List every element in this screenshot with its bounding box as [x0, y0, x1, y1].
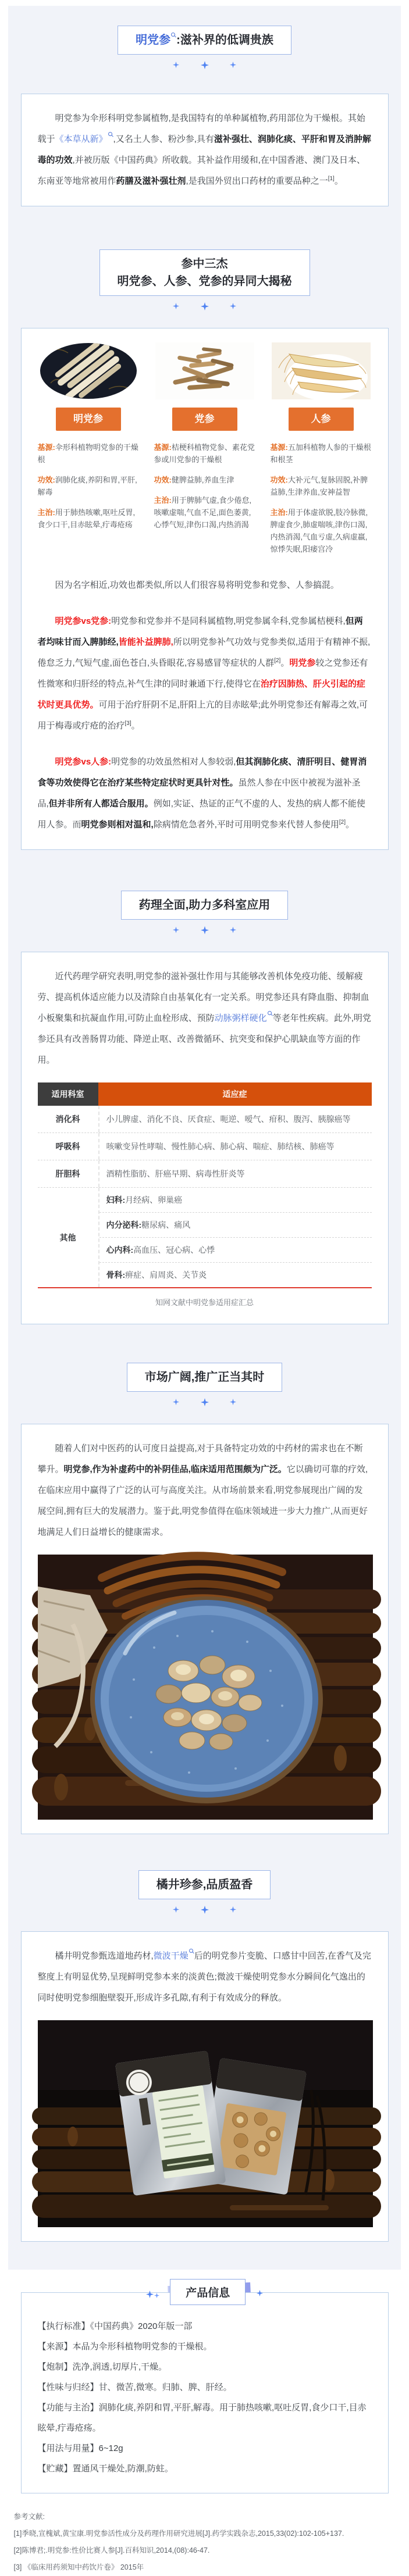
indication-cell: 咳嗽变异性哮喘、慢性肺心病、肺心病、喘症、肺结核、肺癌等 [98, 1133, 372, 1160]
dangshen-effect [154, 474, 255, 486]
section1-title-rest: :滋补界的低调贵族 [176, 34, 273, 47]
product-item [38, 2459, 372, 2479]
effect-text: 健脾益肺,养血生津 [171, 476, 234, 484]
section4-header [8, 1363, 401, 1407]
sub-label: 内分泌科: [106, 1220, 142, 1230]
vs-dangshen-paragraph [38, 611, 372, 737]
renshen-name-button[interactable]: 人参 [289, 408, 354, 431]
product-item-label: 【性味与归经】 [37, 2382, 99, 2392]
sub-text: 痹症、肩周炎、关节炎 [125, 1270, 207, 1280]
base-text: 五加科植物人参的干燥根和根茎 [270, 443, 371, 464]
table-header-indication: 适应症 [98, 1082, 372, 1106]
vs-bold: 明党参则相对温和, [81, 820, 154, 830]
product-item-value: 置通风干燥处,防潮,防蛀。 [72, 2464, 173, 2474]
product-info-box [21, 2292, 389, 2493]
vs-bold: 但并非所有人都适合服用。 [48, 799, 154, 809]
product-item-label: 【执行标准】 [37, 2321, 90, 2331]
reference-item: [1]季晓,宣槐斌,黄宝康.明党参活性成分及药理作用研究进展[J].药学实践杂志,2015,33(02):102-105+137. [13, 2529, 344, 2538]
comparison-box [21, 328, 389, 850]
sparkle-icon [230, 927, 236, 933]
department-table [38, 1082, 372, 1310]
product-item-label: 【用法与用量】 [37, 2443, 99, 2453]
citation-mark: [1] [328, 176, 335, 182]
vs-renshen-paragraph [38, 752, 372, 835]
product-item-value: 甘、微苦,微寒。归肺、脾、肝经。 [98, 2382, 232, 2392]
section2-title-line2: 明党参、人参、党参的异同大揭秘 [117, 275, 292, 288]
sparkle-icon [173, 303, 179, 309]
effect-label: 功效: [270, 476, 288, 484]
sub-row [99, 1188, 372, 1213]
table-caption: 知网文献中明党参适用症汇总 [155, 1298, 254, 1307]
confusion-paragraph: 因为名字相近,功效也都类似,所以人们很容易将明党参和党参、人参搞混。 [55, 580, 339, 590]
search-ref-icon[interactable] [108, 132, 113, 138]
pharmacology-paragraph [38, 966, 372, 1071]
product-item [38, 2398, 372, 2438]
pharm-text: 等老年性疾病。此外,明党参还具有改善肠胃功能、降逆止呕、改善微循环、抗突变和保护心肌缺血等方面的作用。 [37, 1013, 371, 1065]
dept-cell: 消化科 [55, 1114, 80, 1124]
vs-bold: 但其润肺化痰、清肝明目、健胃消食等功效使得它在治疗某些特定症状时更具针对性。 [37, 757, 367, 788]
sparkle-icon [230, 303, 236, 309]
product-item-value: 润肺化痰,养阴和胃,平肝,解毒。用于肺热咳嗽,呕吐反胃,食少口干,目赤眩晕,疔毒疮疡。 [37, 2403, 367, 2433]
intro-text: ,是我国外贸出口药材的重要品种之一 [186, 176, 328, 186]
sparkle-left [146, 2291, 162, 2300]
section1-header [8, 26, 401, 70]
sparkle-icon [201, 302, 209, 310]
reference-item: [3] 《临床用药须知中药饮片卷》 2015年 [13, 2563, 144, 2571]
other-sub-rows [98, 1188, 372, 1287]
search-ref-icon[interactable] [170, 33, 176, 39]
section5-header [8, 1870, 401, 1915]
base-label: 基源: [154, 443, 172, 452]
section3-title-badge: 药理全面,助力多科室应用 [121, 891, 289, 920]
table-header-row [38, 1082, 372, 1106]
vs-text: 虽然人参在中医中被视为滋补圣品, [37, 778, 361, 809]
citation-mark: [2] [274, 658, 281, 664]
sparkle-icon [201, 1398, 209, 1406]
product-item [38, 2357, 372, 2377]
dangshen-base [154, 441, 255, 466]
indication-text: 用于体虚欲脱,肢冷脉微,脾虚食少,肺虚喘咳,津伤口渴,内热消渴,气血亏虚,久病虚羸,惊悸失眠,阳痿宫冷 [270, 508, 368, 553]
product-item [38, 2377, 372, 2398]
base-text: 伞形科植物明党参的干燥根 [37, 443, 138, 464]
product-item [38, 2316, 372, 2336]
vs-text: 除病情危急者外,平时可用明党参来代替人参使用 [153, 820, 339, 830]
vs-text: 所以明党参补气功效与党参类似,适用于有精神不振,倦怠乏力,气短气虚,面色苍白,头昏眼花,容易感冒等症状的人群 [37, 637, 371, 668]
quality-box [21, 1931, 389, 2242]
sparkle-icon [173, 927, 179, 933]
product-item-label: 【炮制】 [37, 2362, 73, 2372]
bencao-congxin-link[interactable]: 《本草从新》 [55, 134, 108, 144]
quality-paragraph [38, 1946, 372, 2009]
table-row [38, 1160, 372, 1188]
sub-text: 高血压、冠心病、心悸 [133, 1245, 215, 1255]
dangshen-photo[interactable] [154, 342, 255, 399]
product-item-label: 【贮藏】 [37, 2464, 73, 2474]
effect-label: 功效: [37, 476, 55, 484]
market-text: 它以确切可靠的疗效,在临床应用中赢得了广泛的认可与高度关注。从市场前景来看,明党参展现出广阔的发展空间,拥有巨大的发展潜力。鉴于此,明党参值得在临床领域进一步大力推广,从而更好地满足人们日益增长的健康需求。 [37, 1464, 368, 1537]
sparkle-icon [146, 2291, 154, 2298]
product-item-value: 本品为伞形科植物明党参的干燥根。 [72, 2342, 212, 2352]
sparkle-icon [230, 1906, 236, 1913]
sparkle-icon [173, 1399, 179, 1405]
intro-box [21, 94, 389, 206]
product-item-value: 《中国药典》2020年版一部 [90, 2321, 193, 2331]
intro-bold: 药膳及滋补强壮剂 [116, 176, 186, 186]
indication-text: 用于肺热咳嗽,呕吐反胃,食少口干,目赤眩晕,疔毒疮疡 [37, 508, 136, 529]
effect-text: 大补元气,复脉固脱,补脾益肺,生津养血,安神益智 [270, 476, 368, 496]
intro-text: 。 [334, 176, 343, 186]
sparkle-icon [201, 1906, 209, 1914]
table-header-dept: 适用科室 [38, 1082, 98, 1106]
sparkle-divider [8, 1397, 401, 1407]
article-canvas [8, 6, 401, 2571]
quality-text: 后的明党参片变脆、口感甘中回苦,在香气及完整度上有明显优势,呈现鲜明党参本来的淡黄色;微波干燥使明党参水分瞬间化气逸出的同时使明党参细胞壁裂开,形成许多孔隙,有利于有效成分的释放。 [37, 1951, 371, 2003]
product-item [38, 2438, 372, 2459]
dept-cell: 肝胆科 [55, 1169, 80, 1178]
sparkle-divider [8, 60, 401, 70]
search-ref-icon[interactable] [267, 1011, 273, 1017]
section6-header [8, 2279, 401, 2305]
sub-text: 月经病、卵巢癌 [125, 1195, 183, 1205]
sparkle-icon [201, 61, 209, 69]
indication-cell: 小儿脾虚、消化不良、厌食症、呃逆、嗳气、疳积、腹泻、胰腺癌等 [98, 1106, 372, 1132]
vs-red: 治疗因肺热、肝火引起的症状时更具优势。 [37, 679, 365, 710]
renshen-base [271, 441, 372, 466]
vs-text: 明党参的功效虽然相对人参较弱, [111, 757, 236, 767]
sparkle-right [254, 2289, 262, 2299]
sub-label: 心内科: [106, 1245, 134, 1255]
product-item-label: 【功能与主治】 [37, 2403, 99, 2413]
product-info-badge: 产品信息 [170, 2279, 246, 2305]
sub-row [99, 1213, 372, 1238]
indication-label: 主治: [154, 496, 172, 505]
sparkle-divider [8, 1905, 401, 1915]
sparkle-icon [173, 1906, 179, 1913]
vs-text: 例如,实证、热证的正气不虚的人、发热的病人都不能使用人参。而 [37, 799, 365, 830]
indication-label: 主治: [270, 508, 288, 517]
pharm-text: 近代药理学研究表明,明党参的滋补强壮作用与其能够改善机体免疫功能、缓解疲劳、提高机体适应能力以及清除自由基氧化有一定关系。明党参还具有降血脂、抑制血小板聚集和抗凝血作用,可防止血栓形成、预防 [37, 971, 369, 1023]
base-label: 基源: [270, 443, 288, 452]
vs-text: 。 [131, 721, 140, 731]
renshen-indication [271, 506, 372, 555]
column-renshen [271, 342, 372, 563]
renshen-photo[interactable] [271, 342, 372, 399]
intro-bold: 滋补强壮、润肺化痰、平肝和胃及消肿解毒的功效 [37, 134, 371, 165]
product-item-label: 【来源】 [37, 2342, 73, 2352]
mingdangshen-name-button[interactable]: 明党参 [56, 408, 121, 431]
herb-comparison-columns [38, 342, 372, 563]
vs-text: 。 [280, 658, 290, 668]
indication-cell: 酒精性脂肪、肝癌早期、病毒性肝炎等 [98, 1160, 372, 1187]
table-row-other [38, 1188, 372, 1287]
sub-label: 妇科: [106, 1195, 126, 1205]
microwave-drying-link[interactable]: 微波干燥 [153, 1951, 189, 1961]
effect-text: 润肺化痰,养阴和胃,平肝,解毒 [37, 476, 137, 496]
sparkle-icon [201, 926, 209, 934]
sparkle-icon [230, 62, 236, 68]
product-item [38, 2336, 372, 2357]
sub-row [99, 1263, 372, 1287]
sub-label: 骨科: [106, 1270, 126, 1280]
vs-dangshen-label: 明党参vs党参: [55, 616, 112, 626]
mingdangshen-effect [38, 474, 139, 498]
sparkle-divider [8, 925, 401, 935]
mingdangshen-base [38, 441, 139, 466]
reference-item: [2]陈博君;.明党参:性价比赛人参[J].百科知识,2014,(08):46-47. [13, 2546, 210, 2554]
sparkle-icon [154, 2293, 159, 2298]
quality-text: 橘井明党参甄选道地药材, [55, 1951, 154, 1961]
product-package-photo[interactable] [38, 2020, 373, 2227]
citation-mark: [3] [125, 720, 131, 727]
section3-header [8, 891, 401, 935]
table-row [38, 1106, 372, 1133]
market-paragraph [38, 1438, 372, 1543]
effect-label: 功效: [154, 476, 172, 484]
dangshen-indication [154, 494, 255, 531]
dept-cell: 其他 [59, 1232, 76, 1242]
vs-text: 明党参和党参并不是同科属植物,明党参属伞科,党参属桔梗科, [111, 616, 346, 626]
renshen-effect [271, 474, 372, 498]
table-row [38, 1133, 372, 1160]
vs-text: 可用于治疗肝阴不足,肝阳上亢的目赤眩晕;此外明党参还有解毒之效,可用于梅毒或疔疮的治疗 [37, 700, 368, 731]
indication-label: 主治: [37, 508, 55, 517]
intro-text: 明党参为伞形科明党参属植物,是我国特有的单种属植物,药用部位为干燥根。其始载于 [37, 113, 365, 144]
market-text: 随着人们对中医药的认可度日益提高,对于具备特定功效的中药材的需求也在不断攀升。 [37, 1444, 363, 1474]
sparkle-divider [8, 301, 401, 312]
intro-text: ,并被历版《中国药典》所收载。其补益作用缓和,在中国香港、澳门及日本、东南亚等地常被用作 [37, 155, 365, 186]
indication-text: 用于脾肺气虚,食少倦怠,咳嗽虚喘,气血不足,面色萎黄,心悸气短,津伤口渴,内热消渴 [154, 496, 252, 529]
market-box [21, 1424, 389, 1834]
herb-bowl-photo[interactable] [38, 1555, 373, 1820]
section2-header [8, 249, 401, 312]
sub-text: 糖尿病、痛风 [141, 1220, 191, 1230]
mingdangshen-indication [38, 506, 139, 531]
section1-title-badge [118, 26, 291, 55]
product-item-value: 6~12g [98, 2443, 123, 2453]
dangshen-name-button[interactable]: 党参 [172, 408, 237, 431]
sparkle-icon [257, 2290, 263, 2296]
herb-name-link[interactable]: 明党参 [136, 34, 171, 47]
market-bold: 明党参,作为补虚药中的补阴佳品,临床适用范围颇为广泛。 [63, 1464, 287, 1474]
vs-text: 较之党参还有性微寒和归肝经的特点,补气生津的同时兼通下行,使得它在 [37, 658, 368, 689]
section5-title-badge: 橘井珍参,品质盈香 [138, 1870, 271, 1899]
dept-cell: 呼吸科 [55, 1142, 80, 1151]
sparkle-icon [173, 62, 179, 68]
intro-paragraph [38, 108, 372, 192]
section2-title-line1: 参中三杰 [181, 258, 228, 270]
vs-bold: 但两者均味甘而入脾肺经, [37, 616, 363, 647]
atherosclerosis-link[interactable]: 动脉粥样硬化 [214, 1013, 267, 1023]
section2-title-badge [99, 249, 310, 296]
product-item-value: 洗净,润透,切厚片,干燥。 [72, 2362, 168, 2372]
pharmacology-box [21, 952, 389, 1324]
references-title: 参考文献: [13, 2513, 45, 2521]
base-label: 基源: [37, 443, 55, 452]
intro-text: ,又名土人参、粉沙参,具有 [113, 134, 214, 144]
citation-mark: [2] [339, 819, 346, 826]
vs-text: 。 [345, 820, 354, 830]
sparkle-icon [230, 1399, 236, 1405]
vs-red: 皆能补益脾肺, [118, 637, 173, 647]
column-dangshen [154, 342, 255, 563]
base-text: 桔梗科植物党参、素花党参或川党参的干燥根 [154, 443, 255, 464]
sub-row [99, 1238, 372, 1263]
section4-title-badge: 市场广阔,推广正当其时 [127, 1363, 283, 1392]
search-ref-icon[interactable] [189, 1949, 194, 1955]
vs-renshen-label: 明党参vs人参: [55, 757, 112, 767]
vs-red: 明党参 [289, 658, 316, 668]
mingdangshen-photo[interactable] [38, 342, 139, 399]
references-footer [10, 2509, 399, 2576]
column-mingdangshen [38, 342, 139, 563]
